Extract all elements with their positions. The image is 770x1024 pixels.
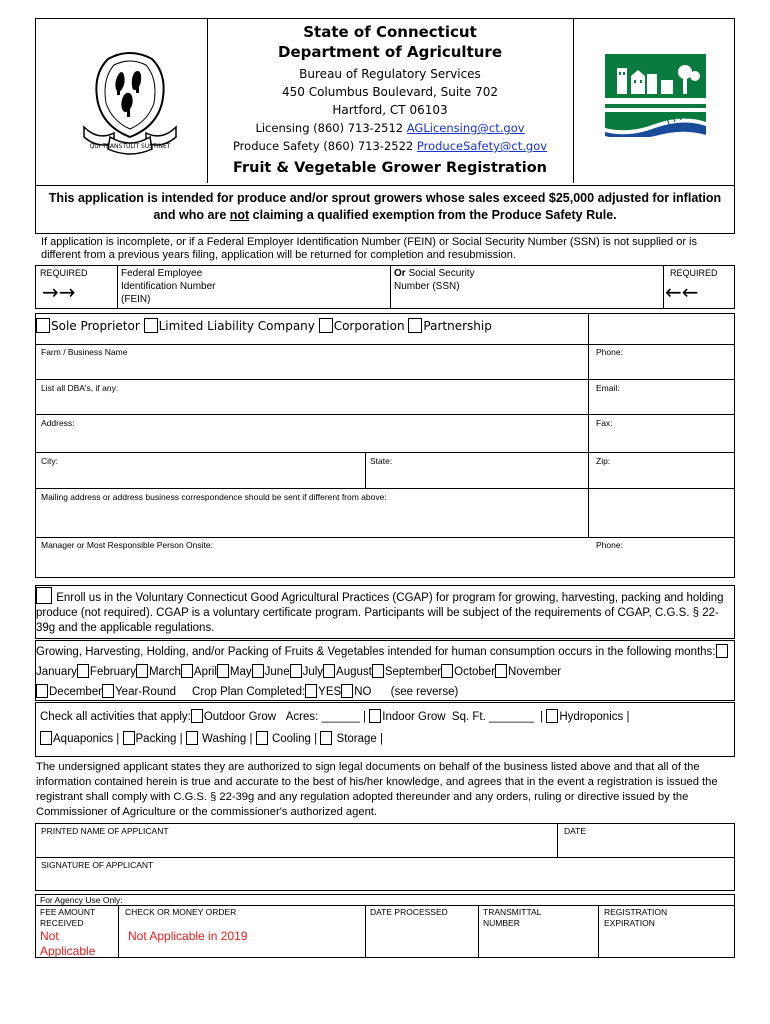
fein-input[interactable]: [230, 270, 385, 304]
september-checkbox[interactable]: [372, 664, 384, 678]
dba-label: List all DBA's, if any:: [41, 383, 119, 393]
address-label: Address:: [41, 418, 75, 428]
march-checkbox[interactable]: [136, 664, 148, 678]
required-left-label: REQUIRED: [40, 268, 88, 278]
indoor-grow-checkbox[interactable]: [369, 709, 381, 723]
required-right-label: REQUIRED: [670, 268, 718, 278]
mailing-label: Mailing address or address business correspondence should be sent if different from above:: [41, 492, 387, 502]
cgap-checkbox[interactable]: [36, 587, 52, 604]
crop-plan-yes-checkbox[interactable]: [305, 684, 317, 698]
april-checkbox[interactable]: [181, 664, 193, 678]
cgap-text: Enroll us in the Voluntary Connecticut Good Agricultural Practices (CGAP) for program for growing, harvesting, packing and holding produce (not required). CGAP is a voluntary certificate program. Participants will be subject of the requirements of CGAP, C.G.S. § 22-39g and the applicable regulations.: [36, 587, 733, 636]
state-input[interactable]: [369, 467, 585, 486]
activities-text: Check all activities that apply: Outdoor Grow Acres: ______ | Indoor Grow Sq. Ft. _______ | Hydroponics | Aquaponics | Packing | Washing | Cooling | Storage |: [40, 711, 630, 745]
zip-input[interactable]: [595, 467, 731, 486]
produce-line: Produce Safety (860) 713-2522 ProduceSafety@ct.gov: [232, 139, 548, 153]
notice-text: If application is incomplete, or if a Federal Employer Identification Number (FEIN) or Social Security Number (SSN) is not supplied or is different from a previous years filing, application will be returned for completion and resubmission.: [41, 236, 697, 261]
farm-name-input[interactable]: [40, 358, 585, 377]
sole-proprietor-checkbox[interactable]: [36, 318, 50, 333]
bureau-text: Bureau of Regulatory Services: [299, 67, 481, 81]
december-checkbox[interactable]: [36, 684, 48, 698]
dept-title: Department of Agriculture: [278, 43, 502, 61]
phone-input[interactable]: [595, 358, 731, 377]
agency-title: For Agency Use Only:: [40, 895, 123, 905]
october-checkbox[interactable]: [441, 664, 453, 678]
ssn-label: Or Social Security Number (SSN): [394, 268, 475, 292]
fein-label: Federal Employee Identification Number (FEIN): [121, 268, 216, 305]
city-label: City:: [41, 456, 58, 466]
cooling-checkbox[interactable]: [256, 731, 268, 745]
address-input[interactable]: [40, 430, 585, 450]
licensing-email-link[interactable]: AGLicensing@ct.gov: [406, 121, 525, 135]
corporation-checkbox[interactable]: [319, 318, 333, 333]
manager-label: Manager or Most Responsible Person Onsite:: [41, 540, 213, 550]
email-label: Email:: [596, 383, 620, 393]
june-checkbox[interactable]: [252, 664, 264, 678]
city-input[interactable]: [40, 467, 362, 486]
phone-label: Phone:: [596, 347, 623, 357]
hydroponics-checkbox[interactable]: [546, 709, 558, 723]
storage-checkbox[interactable]: [320, 731, 332, 745]
july-checkbox[interactable]: [290, 664, 302, 678]
email-input[interactable]: [595, 394, 731, 412]
manager-phone-input[interactable]: [595, 552, 731, 576]
attestation-text: The undersigned applicant states they are authorized to sign legal documents on behalf of the business listed above and that all of the information contained herein is true and accurate to the best of his/her knowledge, and agrees that in the event a registration is issued the registrant shall comply with C.G.S. § 22-39g and any regulation adopted thereunder and any orders, ruling or directive issued by the Commissioner of Agriculture or the commissioner's authorized agent.: [36, 761, 718, 818]
fax-input[interactable]: [595, 430, 731, 450]
check-label: CHECK OR MONEY ORDER: [125, 907, 237, 917]
january-checkbox[interactable]: [716, 644, 728, 658]
date-label: DATE: [564, 826, 587, 836]
ssn-input[interactable]: [500, 270, 658, 304]
fee-label: FEE AMOUNT RECEIVED: [40, 907, 96, 928]
zip-label: Zip:: [596, 456, 611, 466]
address-text: 450 Columbus Boulevard, Suite 702: [281, 85, 499, 99]
produce-email-link[interactable]: ProduceSafety@ct.gov: [416, 139, 548, 153]
printed-name-label: PRINTED NAME OF APPLICANT: [41, 826, 169, 836]
august-checkbox[interactable]: [323, 664, 335, 678]
expiration-label: REGISTRATION EXPIRATION: [604, 907, 668, 928]
state-title: State of Connecticut: [303, 23, 477, 41]
form-title: Fruit & Vegetable Grower Registration: [233, 160, 547, 176]
aquaponics-checkbox[interactable]: [40, 731, 52, 745]
svg-text:QUI TRANSTULIT SUSTINET: QUI TRANSTULIT SUSTINET: [89, 143, 171, 150]
months-text: Growing, Harvesting, Holding, and/or Packing of Fruits & Vegetables intended for human consumption occurs in the following months:January February March April May June July August September October November December Year-Round Crop Plan Completed: YES NO (see reverse): [36, 642, 733, 702]
transmittal-label: TRANSMITTAL NUMBER: [483, 907, 542, 928]
city-text: Hartford, CT 06103: [332, 103, 448, 117]
year-round-checkbox[interactable]: [102, 684, 114, 698]
arrow-right-icon: →→: [42, 280, 76, 304]
partnership-checkbox[interactable]: [408, 318, 422, 333]
february-checkbox[interactable]: [77, 664, 89, 678]
outdoor-grow-checkbox[interactable]: [191, 709, 203, 723]
processed-label: DATE PROCESSED: [370, 907, 448, 917]
arrow-left-icon: ←←: [665, 280, 699, 304]
dba-input[interactable]: [40, 394, 585, 412]
november-checkbox[interactable]: [495, 664, 507, 678]
mailing-input[interactable]: [40, 505, 730, 535]
llc-checkbox[interactable]: [144, 318, 158, 333]
packing-checkbox[interactable]: [123, 731, 135, 745]
ct-seal-logo: [80, 45, 180, 157]
check-value: Not Applicable in 2019: [128, 929, 248, 943]
signature-input[interactable]: [40, 871, 730, 889]
manager-phone-label: Phone:: [596, 540, 623, 550]
signature-label: SIGNATURE OF APPLICANT: [41, 860, 154, 870]
fax-label: Fax:: [596, 418, 613, 428]
entity-type-row: Sole Proprietor Limited Liability Company Corporation Partnership: [36, 318, 492, 333]
manager-input[interactable]: [40, 552, 585, 576]
ct-agriculture-logo: [603, 52, 708, 137]
washing-checkbox[interactable]: [186, 731, 198, 745]
crop-plan-no-checkbox[interactable]: [341, 684, 353, 698]
licensing-line: Licensing (860) 713-2512 AGLicensing@ct.gov: [255, 121, 525, 135]
farm-name-label: Farm / Business Name: [41, 347, 128, 357]
state-label: State:: [370, 456, 393, 466]
printed-name-input[interactable]: [40, 837, 554, 855]
fee-value: Not Applicable: [40, 929, 96, 958]
intro-text: This application is intended for produce and/or sprout growers whose sales exceed $25,000 adjusted for inflation and who are not claiming a qualified exemption from the Produce Safety Rule.: [48, 191, 722, 222]
may-checkbox[interactable]: [217, 664, 229, 678]
date-input[interactable]: [563, 837, 731, 855]
